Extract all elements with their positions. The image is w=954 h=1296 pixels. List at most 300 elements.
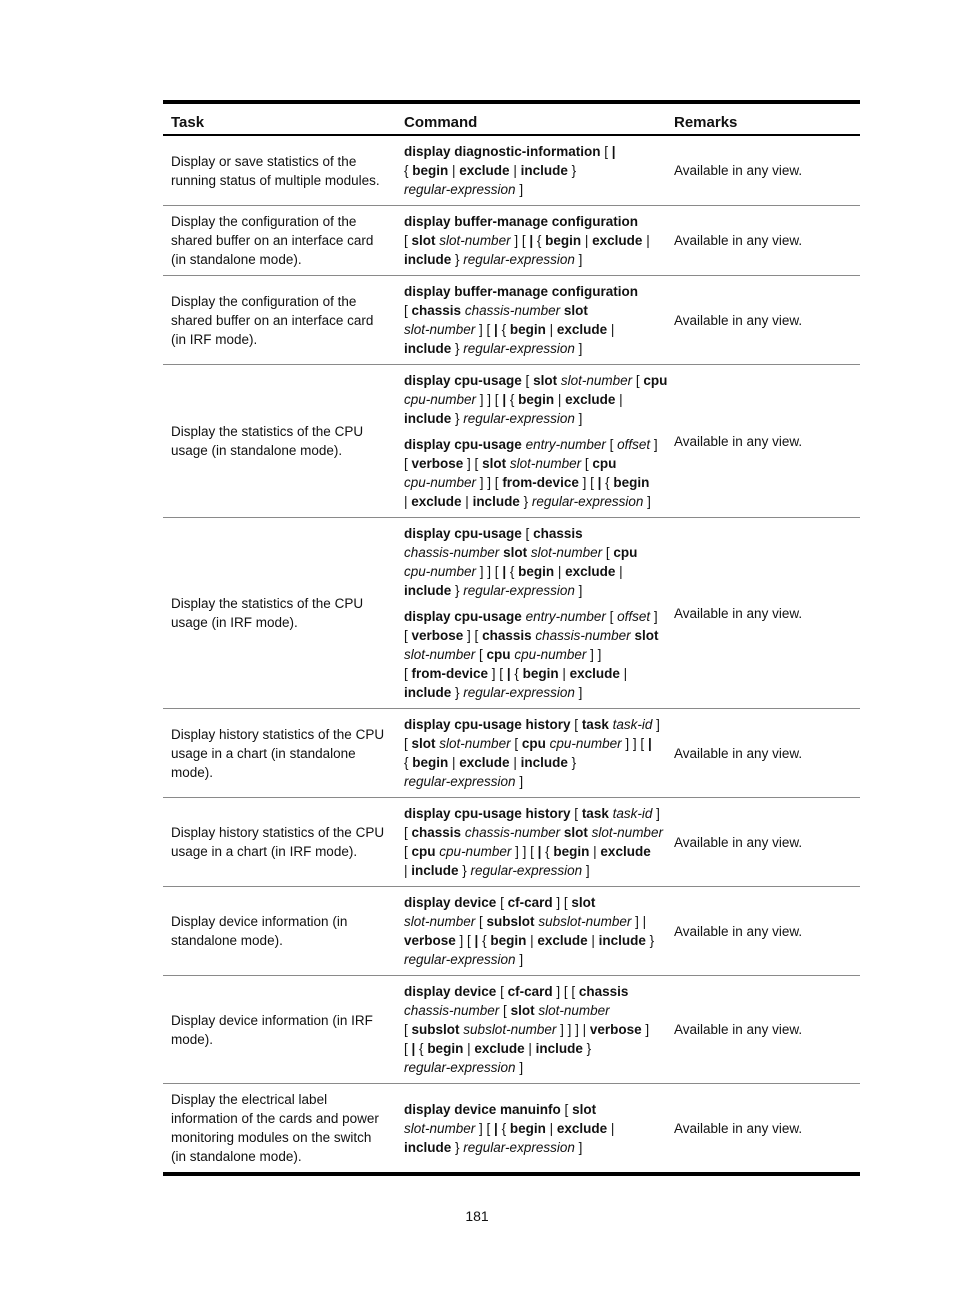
command-argument: chassis-number [404,1003,500,1018]
command-argument: chassis-number [404,545,500,560]
task-cell: Display history statistics of the CPU usage in a chart (in IRF mode). [163,798,396,887]
command-line [404,180,658,199]
command-syntax [404,282,658,358]
command-keyword: verbose [589,1022,642,1037]
command-argument: regular-expression [463,685,575,700]
command-delimiter: [ [570,717,582,732]
command-delimiter: | [554,392,566,407]
command-line [404,282,658,301]
command-delimiter: ] [ [463,456,483,471]
command-delimiter: { [541,844,554,859]
command-delimiter: ] ] [ [476,392,503,407]
command-argument: task-id [612,806,653,821]
command-argument: cpu-number [439,844,512,859]
command-keyword: verbose [404,933,456,948]
command-delimiter: ] ] [ [621,736,648,751]
command-line [404,772,658,791]
command-keyword: exclude [565,392,616,407]
command-keyword: cpu [486,647,511,662]
command-cell [396,276,666,365]
command-keyword: slot [563,825,588,840]
command-keyword: include [535,1041,583,1056]
command-delimiter: } [567,163,577,178]
command-argument: regular-expression [404,952,516,967]
command-keyword: exclude [556,1120,608,1136]
command-delimiter: { [601,475,614,490]
command-keyword: begin [509,322,546,337]
remarks-cell: Available in any view. [666,518,860,709]
command-line [404,683,658,702]
remarks-cell: Available in any view. [666,976,860,1084]
command-argument: cpu-number [404,475,477,490]
command-delimiter: ] [ [463,628,483,643]
table-header-row [163,102,860,135]
command-delimiter: { [497,322,510,337]
command-keyword: begin [509,1120,546,1136]
command-delimiter: ] [574,583,583,598]
command-keyword: | [647,736,652,751]
command-keyword: begin [427,1041,464,1056]
command-delimiter: [ [475,914,487,929]
command-keyword: include [411,863,459,878]
command-delimiter: ] [ [552,895,572,910]
command-argument: slot-number [560,373,633,388]
command-delimiter: [ [404,825,412,840]
command-delimiter: [ [475,647,487,662]
command-line [404,212,658,231]
command-keyword: include [404,411,452,426]
command-argument: subslot-number [538,914,632,929]
command-cell [396,887,666,976]
command-line [404,161,658,180]
command-delimiter: } [645,933,655,948]
command-delimiter: [ [510,736,522,751]
command-delimiter: [ [404,736,412,751]
command-keyword: cpu [521,736,546,751]
command-delimiter: ] [574,341,583,356]
command-argument: slot-number [530,545,603,560]
task-cell: Display the statistics of the CPU usage (in standalone mode). [163,365,396,518]
command-line [404,371,668,390]
command-delimiter: | [461,494,473,509]
command-delimiter: [ [404,844,412,859]
remarks-cell: Available in any view. [666,276,860,365]
command-delimiter: | [404,494,412,509]
command-cell [396,206,666,276]
command-line [404,409,658,428]
command-line [404,1001,658,1020]
command-line [404,645,658,664]
command-delimiter: [ [600,144,612,159]
command-keyword: chassis [482,628,532,643]
remarks-cell: Available in any view. [666,365,860,518]
task-cell: Display or save statistics of the running status of multiple modules. [163,135,396,206]
command-keyword: display cpu-usage history [404,806,571,821]
command-keyword: exclude [569,666,620,681]
command-keyword: verbose [411,456,464,471]
command-delimiter: [ [602,545,614,560]
command-delimiter: ] [515,952,524,967]
command-argument: regular-expression [463,411,575,426]
table-row [163,135,860,206]
command-delimiter: ] ] [586,647,602,662]
table-row [163,709,860,798]
command-line [404,543,658,562]
command-keyword: include [520,755,568,770]
remarks-cell: Available in any view. [666,135,860,206]
task-cell: Display history statistics of the CPU usage in a chart (in standalone mode). [163,709,396,798]
command-delimiter: ] ] ] | [556,1022,590,1037]
command-delimiter: { [404,755,413,770]
command-cell [396,976,666,1084]
command-line [404,1119,658,1138]
command-syntax [404,524,658,600]
command-argument: task-id [612,717,653,732]
remarks-cell: Available in any view. [666,798,860,887]
command-keyword: slot [572,1101,597,1117]
command-keyword: | [597,475,602,490]
command-delimiter: | [587,933,599,948]
command-delimiter: ] [ [475,322,495,337]
command-line [404,753,658,772]
command-reference-table [163,100,860,1176]
remarks-cell: Available in any view. [666,709,860,798]
command-cell [396,798,666,887]
command-cell [396,365,666,518]
remarks-cell: Available in any view. [666,206,860,276]
command-keyword: slot [634,628,659,643]
table-row [163,206,860,276]
command-cell [396,518,666,709]
command-line [404,562,658,581]
command-delimiter: [ [570,806,582,821]
command-delimiter: { [510,666,523,681]
command-delimiter: ] ] [ [476,475,503,490]
command-line [404,607,658,626]
command-keyword: cf-card [507,895,553,910]
command-argument: slot-number [404,914,476,929]
command-keyword: display cpu-usage [404,437,522,452]
command-keyword: begin [412,755,449,770]
command-argument: chassis-number [464,825,561,840]
command-argument: regular-expression [531,494,644,509]
command-delimiter: ] [641,1022,650,1037]
command-keyword: begin [613,475,650,490]
command-delimiter: } [451,341,464,356]
command-delimiter: ] [ [455,933,475,948]
command-keyword: include [404,252,452,267]
command-delimiter: } [567,755,577,770]
command-delimiter: | [463,1041,475,1056]
command-argument: slot-number [591,825,663,840]
command-keyword: include [404,1139,452,1155]
command-argument: slot-number [509,456,582,471]
command-keyword: chassis [578,984,629,999]
command-delimiter: [ [605,437,618,452]
command-line [404,524,658,543]
command-line [404,804,658,823]
command-keyword: exclude [556,322,608,337]
command-line [404,231,658,250]
command-keyword: | [494,1120,498,1136]
command-delimiter: [ [404,456,412,471]
header-command: Command [396,102,666,135]
command-keyword: task [581,717,609,732]
command-keyword: cpu [613,545,638,560]
command-delimiter: | [448,163,460,178]
command-line [404,912,658,931]
command-delimiter: } [451,583,464,598]
remarks-cell: Available in any view. [666,887,860,976]
table-row [163,276,860,365]
command-delimiter: | [619,666,628,681]
command-cell [396,709,666,798]
command-argument: cpu-number [514,647,587,662]
command-line [404,142,658,161]
command-delimiter: ] [650,437,658,452]
remarks-cell: Available in any view. [666,1084,860,1175]
command-line [404,581,658,600]
command-syntax [404,371,668,428]
command-syntax [404,607,658,702]
command-delimiter: ] [515,182,524,197]
command-delimiter: } [519,494,532,509]
command-line [404,301,658,320]
command-keyword: display buffer-manage configuration [404,284,639,299]
command-keyword: slot [482,456,507,471]
command-delimiter: ] [574,1139,583,1155]
table-row [163,887,860,976]
command-delimiter: ] [574,411,583,426]
command-delimiter: ] ] [ [476,564,503,579]
command-keyword: | [529,233,534,248]
command-keyword: cpu [411,844,436,859]
command-delimiter: | [448,755,460,770]
command-delimiter: ] [ [488,666,507,681]
command-delimiter: | [554,564,566,579]
command-keyword: display buffer-manage configuration [404,214,639,229]
command-delimiter: { [506,564,519,579]
command-keyword: begin [553,844,590,859]
command-keyword: include [404,583,452,598]
command-keyword: verbose [411,628,464,643]
command-delimiter: [ [496,984,508,999]
command-delimiter: | [615,564,623,579]
command-delimiter: [ [521,526,534,541]
command-delimiter: { [506,392,519,407]
command-keyword: cpu [643,373,668,388]
command-delimiter: } [451,685,464,700]
command-argument: regular-expression [463,1139,575,1155]
command-line [404,842,658,861]
command-delimiter: } [451,252,464,267]
command-argument: offset [617,437,651,452]
command-argument: regular-expression [404,182,516,197]
command-keyword: begin [518,392,555,407]
command-line [404,1020,658,1039]
command-keyword: exclude [592,233,643,248]
command-keyword: exclude [600,844,651,859]
command-line [404,1039,658,1058]
command-delimiter: ] [574,685,583,700]
command-delimiter: ] [ [510,233,530,248]
command-keyword: slot [503,545,528,560]
command-delimiter: | [615,392,623,407]
command-keyword: from-device [411,666,489,681]
command-keyword: display device [404,895,497,910]
command-delimiter: [ [496,895,508,910]
command-keyword: begin [490,933,527,948]
command-keyword: slot [510,1003,535,1018]
task-cell: Display the electrical label information of the cards and power monitoring modules on the switch (in standalone mode). [163,1084,396,1175]
command-argument: regular-expression [404,774,516,789]
command-line [404,473,658,492]
command-line [404,626,658,645]
command-argument: slot-number [404,322,476,337]
command-argument: regular-expression [463,583,575,598]
command-delimiter: ] [515,1060,524,1075]
task-cell: Display device information (in IRF mode). [163,976,396,1084]
command-delimiter: | [404,863,412,878]
command-cell [396,135,666,206]
command-keyword: include [404,341,452,356]
command-syntax [404,142,658,199]
command-syntax [404,982,658,1077]
command-keyword: chassis [411,825,462,840]
task-cell: Display the statistics of the CPU usage (in IRF mode). [163,518,396,709]
command-syntax [404,435,658,511]
command-keyword: display device [404,984,497,999]
command-keyword: subslot [486,914,535,929]
header-task: Task [163,102,396,135]
command-keyword: exclude [537,933,588,948]
command-argument: slot-number [404,1120,476,1136]
command-delimiter: [ [499,1003,511,1018]
command-argument: cpu-number [549,736,622,751]
command-delimiter: [ [632,373,644,388]
command-delimiter: } [451,411,464,426]
command-delimiter: } [451,1139,464,1155]
command-keyword: display diagnostic-information [404,144,601,159]
command-line [404,1058,658,1077]
command-delimiter: [ [404,1022,412,1037]
command-line [404,861,658,880]
command-delimiter: { [404,163,413,178]
command-keyword: begin [545,233,582,248]
command-delimiter: ] ] [ [511,844,538,859]
command-argument: regular-expression [404,1060,516,1075]
command-delimiter: { [497,1120,510,1136]
command-delimiter: ] [643,494,651,509]
command-delimiter: { [533,233,546,248]
command-line [404,823,663,842]
command-keyword: display cpu-usage history [404,717,571,732]
command-delimiter: ] [582,863,590,878]
command-argument: chassis-number [535,628,631,643]
command-cell [396,1084,666,1175]
command-line [404,454,658,473]
command-keyword: | [494,322,498,337]
command-delimiter: | [607,322,615,337]
command-delimiter: ] [ [475,1120,495,1136]
task-cell: Display the configuration of the shared buffer on an interface card (in IRF mode). [163,276,396,365]
command-keyword: display device manuinfo [404,1101,561,1117]
command-delimiter: | [526,933,538,948]
command-line [404,339,658,358]
command-keyword: display cpu-usage [404,609,522,624]
command-keyword: exclude [474,1041,525,1056]
page-number: 181 [465,1208,489,1224]
command-line [404,250,658,269]
command-argument: slot-number [439,736,511,751]
command-delimiter: [ [605,609,618,624]
command-delimiter: ] [ [ [552,984,579,999]
command-keyword: exclude [459,755,510,770]
command-delimiter: [ [404,303,412,318]
command-keyword: slot [411,736,436,751]
command-argument: chassis-number [464,303,561,318]
command-keyword: | [506,666,511,681]
command-line [404,1138,658,1157]
command-delimiter: ] | [631,914,647,929]
command-delimiter: ] [515,774,524,789]
command-argument: entry-number [525,437,606,452]
command-keyword: | [411,1041,416,1056]
command-keyword: subslot [411,1022,460,1037]
command-keyword: display cpu-usage [404,373,522,388]
command-keyword: chassis [411,303,462,318]
table-row [163,365,860,518]
command-syntax [404,804,663,880]
command-argument: cpu-number [404,392,477,407]
command-line [404,734,658,753]
command-delimiter: | [642,233,650,248]
table-row [163,1084,860,1175]
command-delimiter: { [415,1041,428,1056]
command-syntax [404,715,658,791]
command-delimiter: { [478,933,491,948]
command-delimiter: | [558,666,570,681]
command-delimiter: | [589,844,601,859]
command-keyword: include [520,163,568,178]
command-line [404,715,658,734]
command-syntax [404,1100,658,1157]
command-argument: entry-number [525,609,606,624]
command-keyword: slot [563,303,588,318]
command-keyword: slot [533,373,558,388]
command-delimiter: | [509,163,521,178]
command-argument: regular-expression [470,863,583,878]
command-keyword: cf-card [507,984,553,999]
command-delimiter: [ [521,373,534,388]
command-delimiter: [ [404,233,412,248]
command-keyword: slot [411,233,436,248]
command-argument: offset [617,609,651,624]
header-remarks: Remarks [666,102,860,135]
command-delimiter: [ [404,1041,412,1056]
command-syntax [404,212,658,269]
command-delimiter: [ [404,666,412,681]
command-delimiter: | [581,233,593,248]
command-argument: regular-expression [463,341,575,356]
command-keyword: include [404,685,452,700]
command-delimiter: ] [652,806,660,821]
command-keyword: task [581,806,609,821]
command-keyword: exclude [459,163,510,178]
command-line [404,893,658,912]
command-keyword: | [502,564,507,579]
task-cell: Display device information (in standalone mode). [163,887,396,976]
